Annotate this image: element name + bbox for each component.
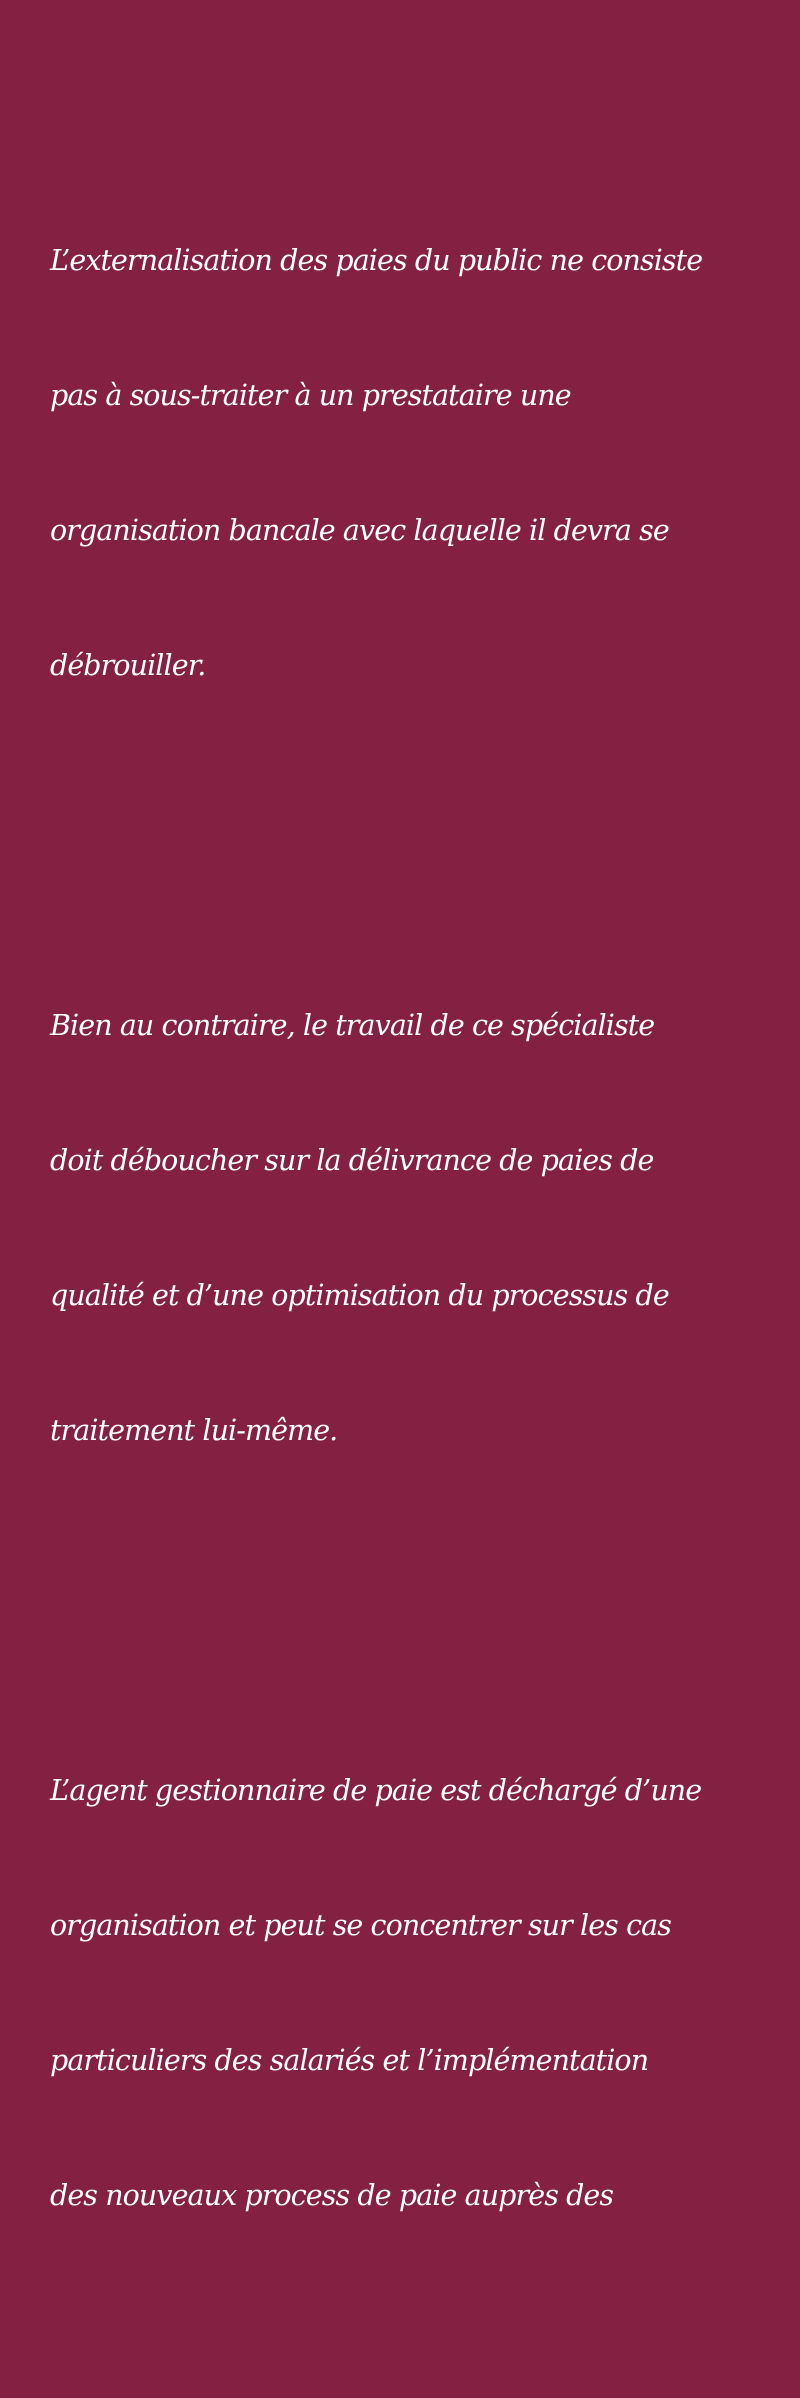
- paragraph-line: Bien au contraire, le travail de ce spécialiste: [50, 1009, 655, 1042]
- paragraph-line: L’agent gestionnaire de paie est déchargé d’une: [50, 1774, 702, 1807]
- paragraph-line: organisation et peut se concentrer sur les cas: [50, 1909, 671, 1942]
- paragraph-line: particuliers des salariés et l’implémentation: [50, 2044, 649, 2077]
- paragraph-line: organisation bancale avec laquelle il devra se: [50, 514, 669, 547]
- paragraph-line: des nouveaux process de paie auprès des: [50, 2179, 614, 2212]
- paragraph-line: doit déboucher sur la délivrance de paies de: [50, 1144, 654, 1177]
- paragraph-line: L’externalisation des paies du public ne consiste: [50, 244, 703, 277]
- paragraph-line: qualité et d’une optimisation du processus de: [50, 1279, 669, 1312]
- paragraph-externalisation: [50, 148, 770, 778]
- paragraph-line: débrouiller.: [50, 649, 206, 682]
- paragraph-line: traitement lui-même.: [50, 1414, 338, 1447]
- paragraph-agent-gestionnaire: [50, 1678, 770, 2308]
- quote-text-block: [50, 58, 770, 2398]
- paragraph-specialiste: [50, 913, 770, 1543]
- paragraph-line: pas à sous-traiter à un prestataire une: [50, 379, 571, 412]
